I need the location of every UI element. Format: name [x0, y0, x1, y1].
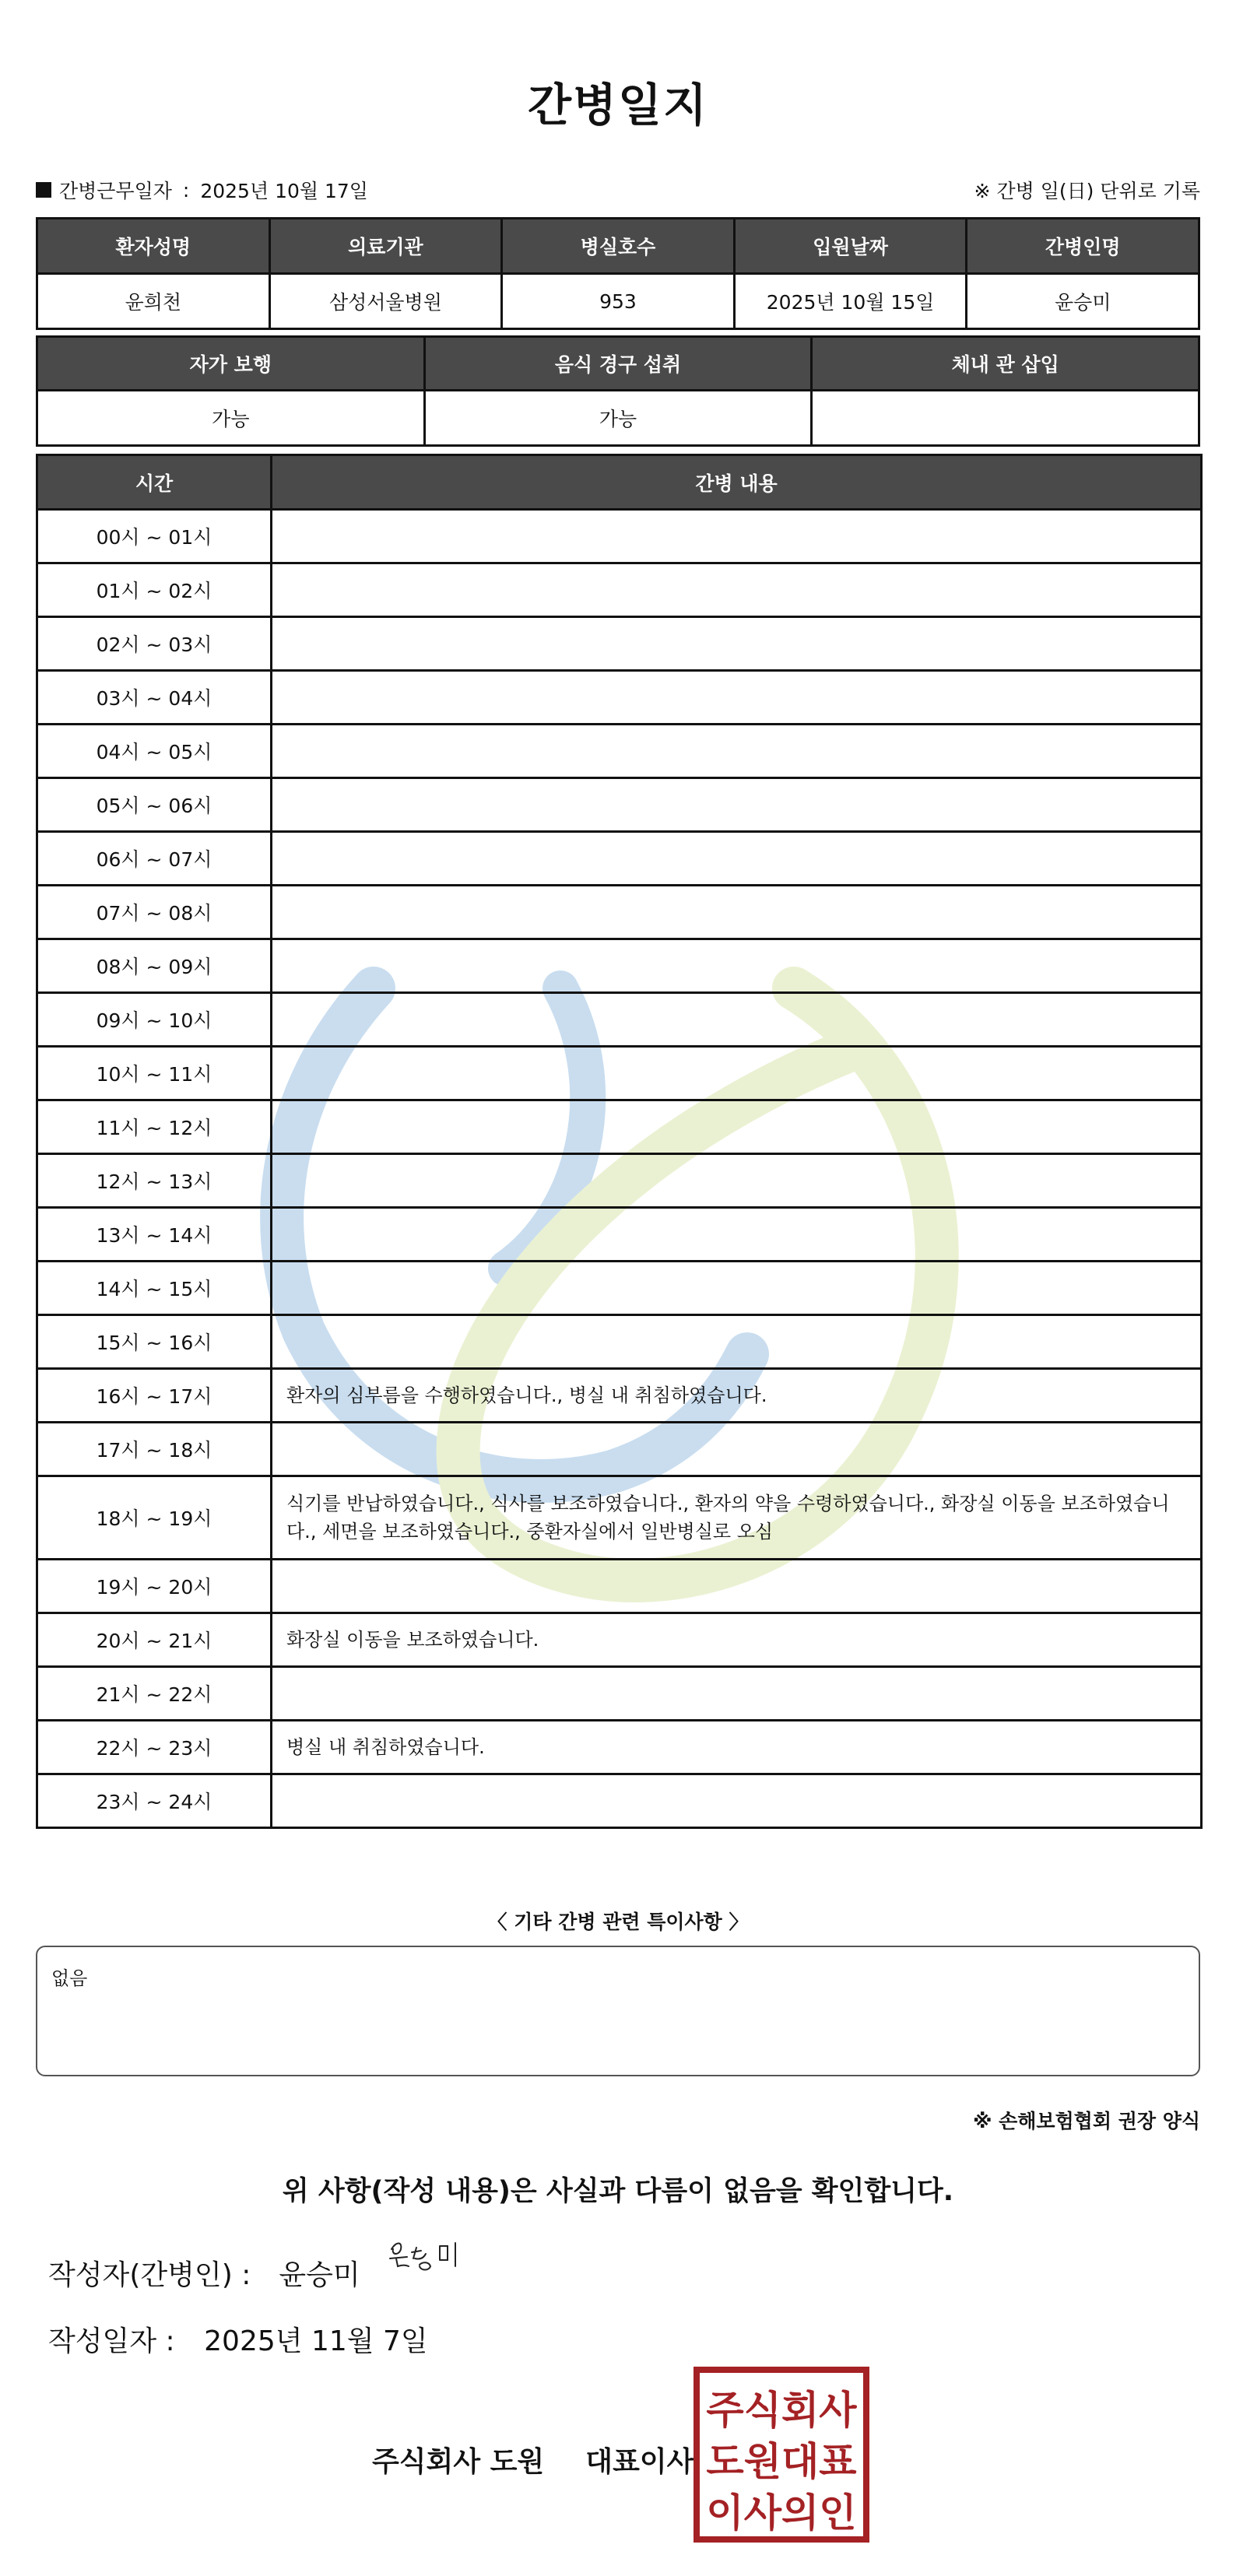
- header-oral-intake: 음식 경구 섭취: [424, 337, 812, 391]
- row-time: 06시 ~ 07시: [37, 832, 272, 886]
- row-note: [272, 939, 1202, 993]
- row-time: 04시 ~ 05시: [37, 725, 272, 778]
- table-row: [37, 563, 1202, 617]
- table-row: [37, 725, 1202, 778]
- seal-line-2: 도원대표: [706, 2439, 857, 2484]
- care-date-separator: :: [182, 178, 190, 202]
- special-notes-content: 없음: [51, 1967, 88, 1989]
- row-time: 15시 ~ 16시: [37, 1315, 272, 1369]
- care-date-label: 간병근무일자: [59, 180, 172, 202]
- header-hospital: 의료기관: [269, 219, 502, 274]
- ability-value-row: [37, 391, 1199, 446]
- caregiver-name-value: 윤승미: [967, 274, 1199, 329]
- row-note: [272, 886, 1202, 939]
- table-row: [37, 1047, 1202, 1100]
- care-date-value: 2025년 10월 17일: [200, 180, 368, 202]
- table-row: [37, 510, 1202, 563]
- row-note: [272, 1262, 1202, 1315]
- row-time: 23시 ~ 24시: [37, 1774, 272, 1828]
- row-note: [272, 778, 1202, 832]
- table-row: [37, 617, 1202, 671]
- row-note: 화장실 이동을 보조하였습니다.: [272, 1613, 1202, 1667]
- row-note: [272, 832, 1202, 886]
- row-note: [272, 1774, 1202, 1828]
- row-note: [272, 617, 1202, 671]
- row-time: 13시 ~ 14시: [37, 1208, 272, 1262]
- patient-ability-table: [36, 335, 1200, 447]
- row-note: [272, 993, 1202, 1047]
- row-time: 22시 ~ 23시: [37, 1721, 272, 1774]
- header-care-content: 간병 내용: [272, 455, 1202, 510]
- header-self-walking: 자가 보행: [37, 337, 425, 391]
- care-log-header-row: [37, 455, 1202, 510]
- handwritten-signature: [385, 2232, 471, 2279]
- row-note: [272, 1047, 1202, 1100]
- company-name: 주식회사 도원: [372, 2446, 545, 2478]
- row-time: 21시 ~ 22시: [37, 1667, 272, 1721]
- special-notes-box: [36, 1946, 1200, 2076]
- table-row: [37, 1100, 1202, 1154]
- table-row: [37, 939, 1202, 993]
- ability-header-row: [37, 337, 1199, 391]
- square-bullet-icon: [36, 182, 51, 198]
- row-note: [272, 510, 1202, 563]
- table-row: [37, 1369, 1202, 1423]
- row-time: 10시 ~ 11시: [37, 1047, 272, 1100]
- row-note: [272, 1208, 1202, 1262]
- row-time: 16시 ~ 17시: [37, 1369, 272, 1423]
- header-caregiver-name: 간병인명: [967, 219, 1199, 274]
- row-note: [272, 1667, 1202, 1721]
- room-number-value: 953: [502, 274, 735, 329]
- row-time: 08시 ~ 09시: [37, 939, 272, 993]
- table-row: [37, 1613, 1202, 1667]
- row-note: 환자의 심부름을 수행하였습니다., 병실 내 취침하였습니다.: [272, 1369, 1202, 1423]
- care-log-table: [36, 454, 1203, 1829]
- table-row: [37, 1423, 1202, 1476]
- table-row: [37, 778, 1202, 832]
- patient-name-value: 윤희천: [37, 274, 270, 329]
- oral-intake-value: 가능: [424, 391, 812, 446]
- company-role: 대표이사: [585, 2446, 694, 2478]
- written-date-value: 2025년 11월 7일: [204, 2325, 428, 2357]
- table-row: [37, 1315, 1202, 1369]
- tube-insertion-value: [812, 391, 1199, 446]
- header-tube-insertion: 체내 관 삽입: [812, 337, 1199, 391]
- row-time: 01시 ~ 02시: [37, 563, 272, 617]
- row-time: 19시 ~ 20시: [37, 1560, 272, 1613]
- row-time: 02시 ~ 03시: [37, 617, 272, 671]
- row-time: 00시 ~ 01시: [37, 510, 272, 563]
- company-seal-stamp: [693, 2366, 870, 2543]
- row-note: 병실 내 취침하였습니다.: [272, 1721, 1202, 1774]
- seal-line-1: 주식회사: [706, 2388, 857, 2433]
- row-time: 20시 ~ 21시: [37, 1613, 272, 1667]
- header-time: 시간: [37, 455, 272, 510]
- row-note: [272, 725, 1202, 778]
- row-note: [272, 1423, 1202, 1476]
- row-time: 18시 ~ 19시: [37, 1476, 272, 1560]
- table-row: [37, 1721, 1202, 1774]
- row-note: [272, 563, 1202, 617]
- row-note: [272, 1560, 1202, 1613]
- patient-info-header-row: [37, 219, 1199, 274]
- seal-line-3: 이사의인: [706, 2490, 857, 2536]
- admission-date-value: 2025년 10월 15일: [734, 274, 967, 329]
- table-row: [37, 671, 1202, 725]
- table-row: [37, 832, 1202, 886]
- header-patient-name: 환자성명: [37, 219, 270, 274]
- row-note: [272, 671, 1202, 725]
- writer-line: [48, 2253, 360, 2293]
- table-row: [37, 886, 1202, 939]
- special-notes-title: 〈 기타 간병 관련 특이사항 〉: [487, 1911, 749, 1933]
- patient-info-value-row: [37, 274, 1199, 329]
- row-time: 07시 ~ 08시: [37, 886, 272, 939]
- row-time: 05시 ~ 06시: [37, 778, 272, 832]
- row-note: [272, 1100, 1202, 1154]
- row-note: 식기를 반납하였습니다., 식사를 보조하였습니다., 환자의 약을 수령하였습니다., 화장실 이동을 보조하였습니다., 세면을 보조하였습니다., 중환자실에서 일반병실로 오심: [272, 1476, 1202, 1560]
- table-row: [37, 1262, 1202, 1315]
- table-row: [37, 1208, 1202, 1262]
- row-note: [272, 1315, 1202, 1369]
- writer-name: 윤승미: [279, 2259, 360, 2291]
- patient-info-table: [36, 217, 1200, 330]
- row-time: 11시 ~ 12시: [37, 1100, 272, 1154]
- header-room-number: 병실호수: [502, 219, 735, 274]
- row-time: 12시 ~ 13시: [37, 1154, 272, 1208]
- table-row: [37, 1560, 1202, 1613]
- row-note: [272, 1154, 1202, 1208]
- writer-label: 작성자(간병인) :: [48, 2259, 251, 2291]
- written-date-line: [48, 2319, 428, 2359]
- row-time: 03시 ~ 04시: [37, 671, 272, 725]
- hospital-value: 삼성서울병원: [269, 274, 502, 329]
- company-signoff: [372, 2440, 693, 2479]
- table-row: [37, 1154, 1202, 1208]
- page-title: 간병일지: [527, 79, 709, 132]
- self-walking-value: 가능: [37, 391, 425, 446]
- written-date-label: 작성일자 :: [48, 2325, 175, 2357]
- daily-record-note: ※ 간병 일(日) 단위로 기록: [974, 180, 1200, 202]
- confirmation-statement: 위 사항(작성 내용)은 사실과 다름이 없음을 확인합니다.: [282, 2176, 954, 2207]
- header-admission-date: 입원날짜: [734, 219, 967, 274]
- table-row: [37, 1667, 1202, 1721]
- table-row: [37, 993, 1202, 1047]
- row-time: 17시 ~ 18시: [37, 1423, 272, 1476]
- form-source-note: ※ 손해보험협회 권장 양식: [973, 2110, 1200, 2132]
- table-row: [37, 1476, 1202, 1560]
- care-date-line: [36, 176, 368, 204]
- row-time: 09시 ~ 10시: [37, 993, 272, 1047]
- table-row: [37, 1774, 1202, 1828]
- row-time: 14시 ~ 15시: [37, 1262, 272, 1315]
